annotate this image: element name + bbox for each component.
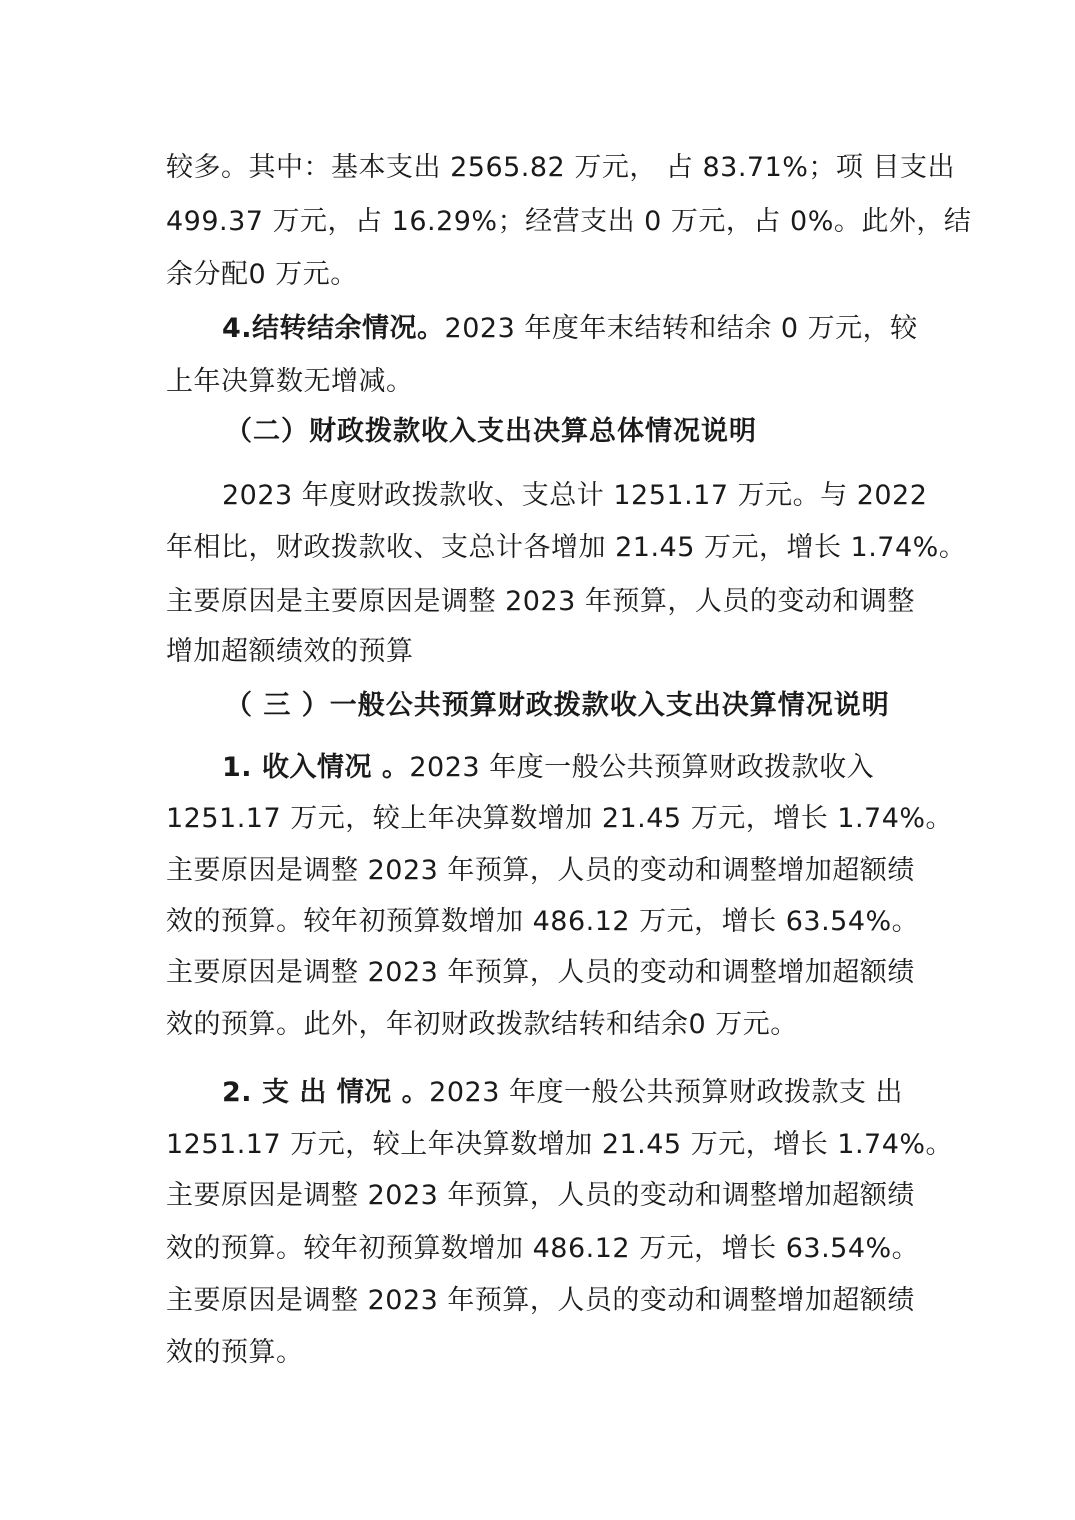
text-line: 效的预算。 — [166, 1337, 304, 1368]
paragraph-carryover-balance — [222, 311, 982, 347]
paragraph-text: 2023 年度一般公共预算财政拨款收入 — [409, 752, 875, 783]
section-heading-2: （二）财政拨款收入支出决算总体情况说明 — [225, 416, 757, 447]
text-line: 上年决算数无增减。 — [166, 366, 414, 397]
text-line: 年相比，财政拨款收、支总计各增加 21.45 万元，增长 1.74%。 — [166, 532, 967, 563]
text-line: 主要原因是调整 2023 年预算，人员的变动和调整增加超额绩 — [166, 1285, 915, 1316]
paragraph-heading: 1. 收入情况 。 — [222, 752, 410, 783]
text-line: 1251.17 万元，较上年决算数增加 21.45 万元，增长 1.74%。 — [166, 1129, 954, 1160]
text-line: 效的预算。较年初预算数增加 486.12 万元，增长 63.54%。 — [166, 906, 920, 937]
text-line: 499.37 万元，占 16.29%；经营支出 0 万元，占 0%。此外，结 — [166, 206, 972, 237]
text-line: 主要原因是调整 2023 年预算，人员的变动和调整增加超额绩 — [166, 1180, 915, 1211]
text-line: 1251.17 万元，较上年决算数增加 21.45 万元，增长 1.74%。 — [166, 803, 954, 834]
text-line: 效的预算。较年初预算数增加 486.12 万元，增长 63.54%。 — [166, 1233, 920, 1264]
text-line: 效的预算。此外，年初财政拨款结转和结余0 万元。 — [166, 1009, 798, 1040]
text-line: 增加超额绩效的预算 — [166, 636, 414, 667]
text-line: 主要原因是调整 2023 年预算，人员的变动和调整增加超额绩 — [166, 957, 915, 988]
text-line: 主要原因是主要原因是调整 2023 年预算，人员的变动和调整 — [166, 586, 915, 617]
text-line: 较多。其中：基本支出 2565.82 万元， 占 83.71%；项 目支出 — [166, 152, 956, 183]
paragraph-heading: 2. 支 出 情况 。 — [222, 1077, 430, 1108]
text-line: 主要原因是调整 2023 年预算，人员的变动和调整增加超额绩 — [166, 855, 915, 886]
paragraph-text: 2023 年度一般公共预算财政拨款支 出 — [429, 1077, 904, 1108]
paragraph-text: 2023 年度年末结转和结余 0 万元，较 — [444, 313, 918, 344]
paragraph-heading: 4.结转结余情况。 — [222, 313, 445, 344]
text-line: 2023 年度财政拨款收、支总计 1251.17 万元。与 2022 — [222, 480, 928, 511]
paragraph-income — [222, 750, 982, 786]
paragraph-expenditure — [222, 1075, 982, 1111]
text-line: 余分配0 万元。 — [166, 259, 358, 290]
section-heading-3: （ 三 ）一般公共预算财政拨款收入支出决算情况说明 — [225, 690, 890, 721]
